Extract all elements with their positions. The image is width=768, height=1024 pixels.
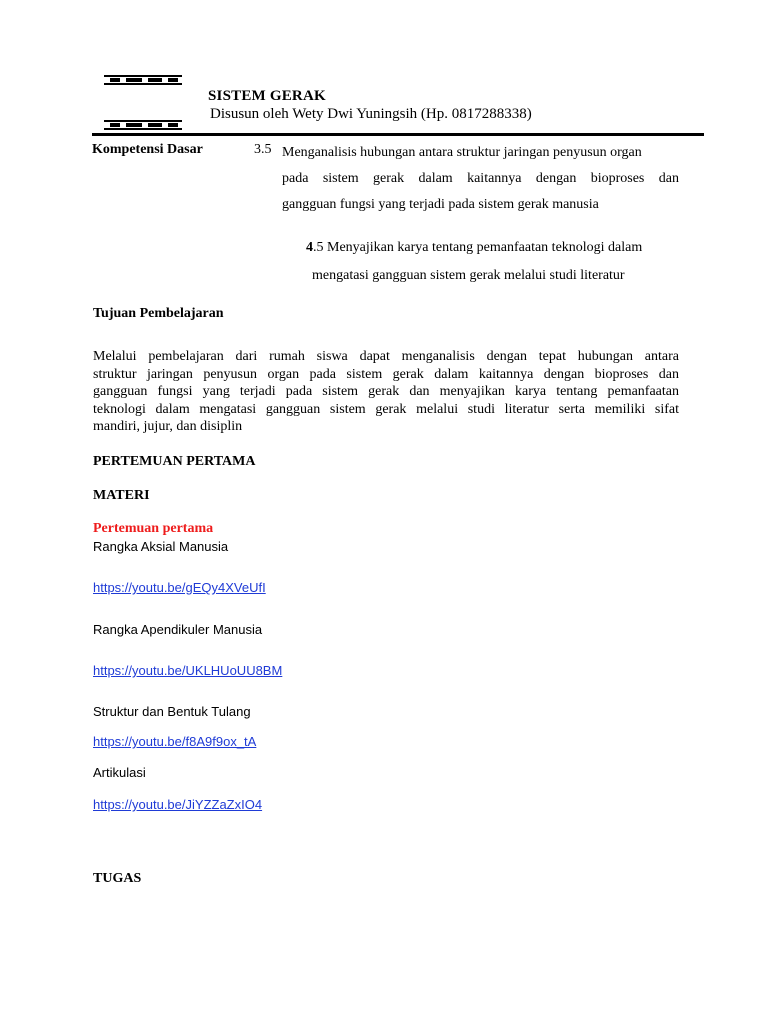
kd2-line-1-text: .5 Menyajikan karya tentang pemanfaatan teknologi dalam xyxy=(313,240,643,255)
materi-heading: MATERI xyxy=(93,488,150,503)
section-title-pertemuan: Pertemuan pertama xyxy=(93,521,214,536)
kd1-number: 3.5 xyxy=(254,142,272,157)
kd1-text xyxy=(282,140,679,218)
logo-bar-bottom xyxy=(104,120,182,130)
kd2-text xyxy=(306,234,680,290)
kd1-line: gangguan fungsi yang terjadi pada sistem gerak manusia xyxy=(282,197,599,212)
video-link[interactable]: https://youtu.be/gEQy4XVeUfI xyxy=(93,580,266,595)
document-title: SISTEM GERAK xyxy=(208,88,326,104)
tujuan-line: struktur jaringan penyusun organ pada sistem gerak dalam kaitannya dengan bioproses dan xyxy=(93,366,679,382)
header-divider xyxy=(92,133,704,136)
kompetensi-dasar-label: Kompetensi Dasar xyxy=(92,142,203,157)
kd2-line-1 xyxy=(306,234,680,262)
tujuan-heading: Tujuan Pembelajaran xyxy=(93,306,224,321)
kd2-number: 4 xyxy=(306,240,313,255)
materi-item-label: Rangka Aksial Manusia xyxy=(93,539,229,554)
materi-item-label: Rangka Apendikuler Manusia xyxy=(93,622,263,637)
tujuan-paragraph xyxy=(93,348,679,436)
video-link[interactable]: https://youtu.be/UKLHUoUU8BM xyxy=(93,663,283,678)
video-link[interactable]: https://youtu.be/f8A9f9ox_tA xyxy=(93,734,257,749)
author-line: Disusun oleh Wety Dwi Yuningsih (Hp. 0817288338) xyxy=(210,106,532,122)
kd1-line: Menganalisis hubungan antara struktur jaringan penyusun organ xyxy=(282,145,642,160)
tujuan-line: gangguan fungsi yang terjadi pada sistem gerak dan menyajikan karya tentang pemanfaatan xyxy=(93,384,679,400)
tujuan-line: teknologi dalam mengatasi gangguan sistem gerak melalui studi literatur serta memiliki sifat xyxy=(93,401,679,417)
kd2-line-2: mengatasi gangguan sistem gerak melalui studi literatur xyxy=(312,268,625,283)
tugas-heading: TUGAS xyxy=(93,871,142,886)
logo-bar-top xyxy=(104,75,182,85)
kd1-line: pada sistem gerak dalam kaitannya dengan bioproses dan xyxy=(282,171,679,186)
tujuan-line: mandiri, jujur, dan disiplin xyxy=(93,419,243,435)
tujuan-line: Melalui pembelajaran dari rumah siswa dapat menganalisis dengan tepat hubungan antara xyxy=(93,349,679,364)
materi-item-label: Artikulasi xyxy=(93,765,146,780)
pertemuan-heading: PERTEMUAN PERTAMA xyxy=(93,454,256,469)
video-link[interactable]: https://youtu.be/JiYZZaZxIO4 xyxy=(93,797,263,812)
materi-item-label: Struktur dan Bentuk Tulang xyxy=(93,704,251,719)
